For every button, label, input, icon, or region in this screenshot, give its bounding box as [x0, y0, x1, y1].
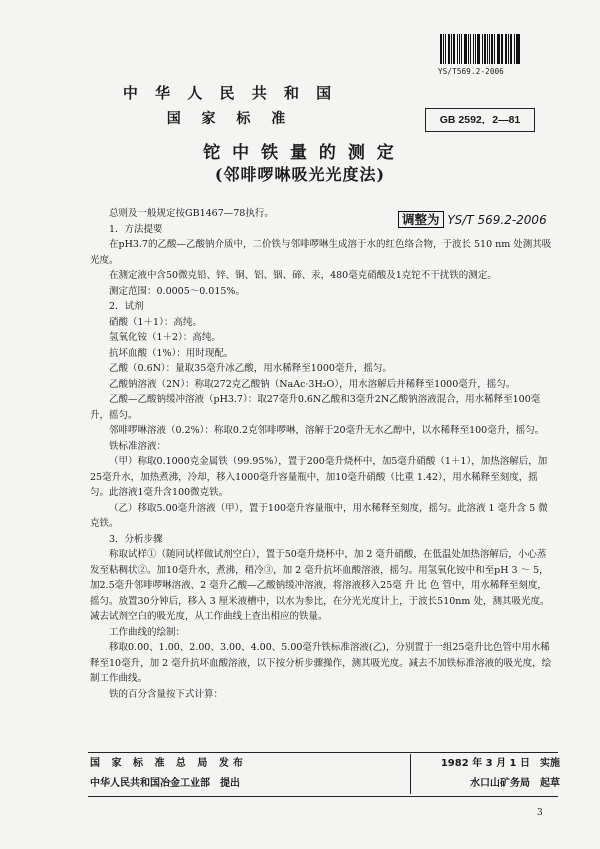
paragraph: 移取0.00、1.00、2.00、3.00、4.00、5.00毫升铁标准溶液(乙)，分别置于一组25毫升比色管中用水稀释至10毫升，加 2 毫升抗坏血酸溶液，以下按分析步骤操作，测其吸光度。减去不加铁标准溶液的吸光度，绘制工作曲线。: [90, 642, 552, 684]
paragraph: 铁的百分含量按下式计算：: [109, 688, 224, 700]
barcode-bar: [470, 34, 471, 64]
section-heading: 2．试剂: [109, 301, 144, 312]
barcode-bar: [457, 34, 458, 64]
page-number: 3: [537, 808, 543, 818]
footer-bottom-rule: [88, 796, 558, 797]
footer: [90, 754, 560, 794]
barcode-bar: [484, 34, 486, 64]
barcode-bar: [510, 34, 512, 64]
barcode-bar: [477, 34, 480, 64]
barcode-bar: [475, 34, 476, 64]
barcode-bar: [497, 34, 500, 64]
reagent-item: 铁标准溶液：: [109, 440, 167, 452]
barcode-bar: [501, 34, 502, 64]
reagent-item: 乙酸（0.6N）：量取35毫升冰乙酸，用水稀释至1000毫升，摇匀。: [109, 363, 392, 374]
barcode-bar: [473, 34, 475, 64]
barcode: [440, 34, 522, 64]
barcode-bar: [517, 34, 520, 64]
stamp-text: YS/T 569.2-2006: [447, 213, 547, 227]
document-body: [90, 206, 555, 702]
barcode-bar: [464, 34, 467, 64]
barcode-bar: [508, 34, 509, 64]
paragraph: 测定范围：0.0005～0.015%。: [109, 285, 245, 297]
barcode-bar: [443, 34, 444, 64]
implementation-date: 1982 年 3 月 1 日 实施: [440, 758, 560, 769]
barcode-bar: [468, 34, 469, 64]
barcode-bar: [453, 34, 455, 64]
section-heading: 3．分析步骤: [109, 533, 163, 545]
barcode-bar: [505, 34, 507, 64]
barcode-bar: [489, 34, 490, 64]
standard-number: GB 2592．2—81: [425, 108, 535, 132]
barcode-bar: [482, 34, 483, 64]
subheading: 工作曲线的绘制：: [109, 626, 186, 638]
org-line-2: 国 家 标 准: [166, 111, 294, 127]
reagent-item: 抗坏血酸（1%）：用时现配。: [109, 347, 234, 359]
paragraph: 称取试样①（随同试样做试剂空白），置于50毫升烧杯中，加 2 毫升硝酸，在低温处加热溶解后，小心蒸发至粘稠状②。加10毫升水，煮沸，稍冷③，加 2 毫升抗坏血酸溶液，摇匀。用氢氧化铵中和至pH 3 ～ 5，加2.5毫升邻啡啰啉溶液、2 毫升乙酸—乙酸钠缓冲溶液，将溶液移入25毫 升 比 色 管中，用水稀释至刻度，摇匀。放置30分钟后，移入 3 厘米液槽中，以水为参比，在分光光度计上，于波长510nm 处，测其吸光度。减去试剂空白的吸光度，从工作曲线上查出相应的铁量。: [90, 549, 550, 622]
barcode-bar: [448, 34, 451, 64]
paragraph: 在测定液中含50微克铅、锌、铜、铝、铟、碲、汞，480毫克硝酸及1克铊不干扰铁的测定。: [109, 270, 497, 281]
intro-paragraph: 总则及一般规定按GB1467—78执行。: [109, 208, 274, 219]
paragraph: 在pH3.7的乙酸—乙酸钠介质中，二价铁与邻啡啰啉生成溶于水的红色络合物，于波长 510 nm 处测其吸光度。: [90, 239, 552, 266]
barcode-bar: [494, 34, 495, 64]
barcode-bar: [445, 34, 446, 64]
barcode-bar: [514, 34, 515, 64]
barcode-bar: [516, 34, 517, 64]
barcode-bar: [451, 34, 452, 64]
barcode-bar: [440, 34, 442, 64]
stamp-label: 调整为: [398, 211, 444, 228]
reagent-item: 氢氧化铵（1＋2）：高纯。: [109, 332, 221, 343]
proposer: 中华人民共和国冶金工业部 提出: [90, 778, 240, 789]
reagent-subitem: （甲）称取0.1000克金属铁（99.95%），置于200毫升烧杯中，加5毫升硝酸（1＋1），加热溶解后，加25毫升水，加热煮沸，冷却，移入1000毫升容量瓶中，加10毫升硝酸（比重 1.42），用水稀释至刻度，摇匀。此溶液1毫升含100微克铁。: [90, 456, 548, 498]
section-heading: 1．方法提要: [109, 223, 163, 235]
issuer: 国 家 标 准 总 局 发布: [90, 758, 247, 769]
barcode-bar: [491, 34, 493, 64]
reagent-item: 乙酸—乙酸钠缓冲溶液（pH3.7）：取27毫升0.6N乙酸和3毫升2N乙酸钠溶液混合，用水稀释至100毫升，摇匀。: [90, 394, 541, 421]
barcode-bar: [459, 34, 460, 64]
reagent-item: 邻啡啰啉溶液（0.2%）：称取0.2克邻啡啰啉，溶解于20毫升无水乙醇中，以水稀释至100毫升，摇匀。: [109, 425, 545, 436]
footer-top-rule: [88, 752, 558, 753]
reagent-subitem: （乙）移取5.00毫升溶液（甲），置于100毫升容量瓶中，用水稀释至刻度，摇匀。此溶液 1 毫升含 5 微克铁。: [90, 502, 548, 529]
barcode-bar: [502, 34, 503, 64]
org-line-1: 中 华 人 民 共 和 国: [122, 84, 338, 102]
reagent-item: 乙酸钠溶液（2N）：称取272克乙酸钠（NaAc·3H₂O），用水溶解后并稀释至1000毫升，摇匀。: [109, 378, 516, 390]
barcode-text: YS/T569.2-2006: [438, 67, 505, 76]
reagent-item: 硝酸（1＋1）：高纯。: [109, 316, 202, 328]
drafter: 水口山矿务局 起草: [470, 778, 560, 789]
document-subtitle: (邻啡啰啉吸光光度法): [214, 165, 386, 184]
document-title: 铊 中 铁 量 的 测 定: [203, 143, 397, 163]
barcode-bar: [487, 34, 488, 64]
barcode-bar: [461, 34, 463, 64]
